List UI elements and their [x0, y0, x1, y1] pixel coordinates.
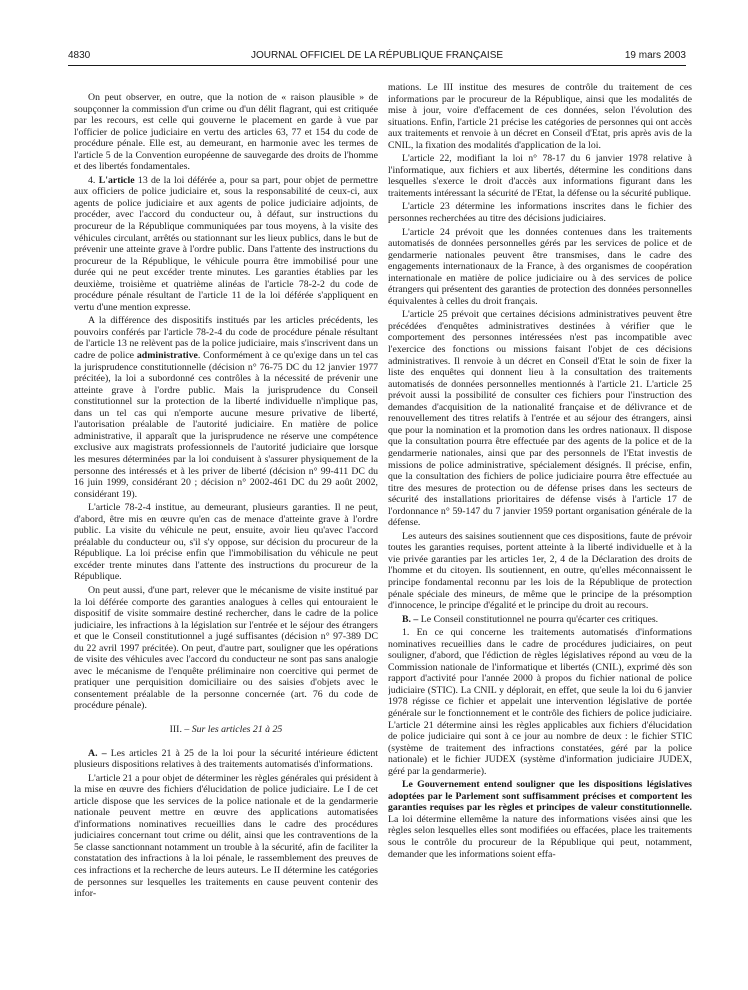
bold-text: L'article — [98, 174, 135, 186]
page-header — [68, 50, 686, 64]
bold-text: administrative — [136, 350, 198, 362]
paragraph: 1. En ce qui concerne les traitements automatisés d'informations nominatives recueillies dans le cadre de procédures judiciaires, on peut souligner, d'abord, que l'édiction de règles législatives répond au vœu de la Commission nationale de l'informatique et libertés (CNIL), exprimé dès son rapport d'activité pour l'année 2000 à propos du fichier national de police judiciaire (STIC). La CNIL y déplorait, en effet, que seule la loi du 6 janvier 1978 régisse ce fichier et appelait une intervention législative de portée générale sur le fonctionnement et le contrôle des fichiers de police judiciaire. L'article 21 détermine ainsi les règles applicables aux fichiers d'élucidation de police judiciaire qui sont à ce jour au nombre de deux : le fichier STIC (système de traitement des infractions constatées, géré par la police nationale) et le fichier JUDEX (système d'information judiciaire JUDEX, géré par la gendarmerie). — [388, 627, 692, 777]
paragraph: L'article 21 a pour objet de déterminer les règles générales qui président à la mise en œuvre des fichiers d'élucidation de police judiciaire. Le I de cet article dispose que les services de la police nationale et de la gendarmerie nationale peuvent mettre en œuvre des applications automatisées d'informations nominatives recueillies dans le cadre des procédures judiciaires concernant tout crime ou délit, ainsi que les contraventions de la 5e classe sanctionnant notamment un trouble à la sécurité, afin de faciliter la constatation des infractions à la loi pénale, le rassemblement des preuves de ces infractions et la recherche de leurs auteurs. Le II détermine les catégories de personnes sur lesquelles les traitements en cause peuvent contenir des infor- — [74, 772, 378, 900]
paragraph: 4. L'article 13 de la loi déférée a, pour sa part, pour objet de permettre aux officiers de police judiciaire et, sous la responsabilité de ceux-ci, aux agents de police judiciaire et aux agents de police judiciaire adjoints, de procéder, avec l'accord du conducteur ou, à défaut, sur instructions du procureur de la République communiquées par tous moyens, à la visite des véhicules circulant, arrêtés ou stationnant sur les lieux publics, dans le but de prévenir une atteinte grave à l'ordre public. Dans l'attente des instructions du procureur de la République, le véhicule pourra être immobilisé pour une durée qui ne peut excéder trente minutes. Les garanties établies par les deuxième, troisième et quatrième alinéas de l'article 78-2-2 du code de procédure pénale résultant de l'article 11 de la loi déférée s'appliquent en vertu d'une mention expresse. — [74, 174, 378, 313]
publication-date: 19 mars 2003 — [624, 50, 686, 61]
right-column — [388, 82, 692, 982]
paragraph: On peut observer, en outre, que la notion de « raison plausible » de soupçonner la commission d'un crime ou d'un délit flagrant, qui est critiquée par les recours, est celle qui gouverne le placement en garde à vue par l'officier de police judiciaire en vertu des articles 63, 77 et 154 du code de procédure pénale. Elle est, au demeurant, en harmonie avec les termes de l'article 5 de la Convention européenne de sauvegarde des droits de l'homme et des libertés fondamentales. — [74, 92, 378, 173]
left-column — [74, 92, 378, 972]
paragraph: A la différence des dispositifs institués par les articles précédents, les pouvoirs conférés par l'article 78-2-4 du code de procédure pénale résultant de l'article 13 ne relèvent pas de la police judiciaire, mais s'inscrivent dans un cadre de police administrative. Conformément à ce qu'exige dans un tel cas la jurisprudence constitutionnelle (décision n° 76-75 DC du 12 janvier 1977 précitée), la loi a subordonné ces contrôles à la nécessité de prévenir une atteinte grave à l'ordre public. Mais la jurisprudence du Conseil constitutionnel sur la protection de la liberté individuelle n'implique pas, dans un tel cas qui n'emporte aucune mesure privative de liberté, l'autorisation préalable de l'autorité judiciaire. En matière de police administrative, il apparaît que la jurisprudence ne réserve une compétence exclusive aux magistrats professionnels de l'autorité judiciaire que lorsque les mesures déterminées par la loi conduisent à s'assurer physiquement de la personne des intéressés et à les priver de liberté (décision n° 99-411 DC du 16 juin 1999, considérant 20 ; décision n° 2002-461 DC du 29 août 2002, considérant 19). — [74, 315, 378, 500]
paragraph: mations. Le III institue des mesures de contrôle du traitement de ces informations par le procureur de la République, ainsi que les modalités de mise à jour, voire d'effacement de ces données, selon l'évolution des situations. Enfin, l'article 21 précise les catégories de personnes qui ont accès aux traitements et renvoie à un décret en Conseil d'Etat, pris après avis de la CNIL, la fixation des modalités d'application de la loi. — [388, 82, 692, 151]
paragraph: L'article 24 prévoit que les données contenues dans les traitements automatisés de données personnelles gérés par les services de police et de gendarmerie nationales peuvent être transmises, dans le cadre des engagements internationaux de la France, à des organismes de coopération internationale en matière de police judiciaire ou à des services de police étrangers qui présentent des garanties de protection des données personnelles équivalentes à celles du droit français. — [388, 226, 692, 307]
paragraph-number: 4. — [88, 174, 96, 186]
paragraph: L'article 22, modifiant la loi n° 78-17 du 6 janvier 1978 relative à l'informatique, aux fichiers et aux libertés, détermine les conditions dans lesquelles s'exerce le droit d'accès aux informations figurant dans les traitements intéressant la sécurité de l'Etat, la défense ou la sécurité publique. — [388, 153, 692, 199]
header-rule — [68, 65, 686, 66]
paragraph: L'article 78-2-4 institue, au demeurant, plusieurs garanties. Il ne peut, d'abord, être mis en œuvre qu'en cas de menace d'atteinte grave à l'ordre public. La visite du véhicule ne peut, ensuite, avoir lieu qu'avec l'accord préalable du conducteur ou, s'il s'y oppose, sur décision du procureur de la République. La loi précise enfin que l'immobilisation du véhicule ne peut excéder trente minutes dans l'attente des instructions du procureur de la République. — [74, 502, 378, 583]
subsection-label: B. – — [402, 613, 421, 625]
subsection-label: A. – — [88, 747, 111, 759]
paragraph: A. – Les articles 21 à 25 de la loi pour la sécurité intérieure édictent plusieurs dispositions relatives à des traitements automatisés d'informations. — [74, 747, 378, 771]
paragraph: Le Gouvernement entend souligner que les dispositions législatives adoptées par le Parlement sont suffisamment précises et comportent les garanties requises par les règles et principes de valeur constitutionnelle. La loi détermine ellemême la nature des informations visées ainsi que les règles selon lesquelles elles sont modifiées ou effacées, place les traitements sous le contrôle du procureur de la République qui peut, notamment, demander que les informations soient effa- — [388, 779, 692, 860]
bold-text: Le Gouvernement entend souligner que les dispositions législatives adoptées par le Parlement sont suffisamment précises et comportent les garanties requises par les règles et principes de valeur constitutionnelle. — [388, 779, 692, 814]
paragraph: Les auteurs des saisines soutiennent que ces dispositions, faute de prévoir toutes les garanties requises, portent atteinte à la liberté individuelle et à la vie privée garanties par les articles 1er, 2, 4 de la Déclaration des droits de l'homme et du citoyen. Ils soutiennent, en outre, qu'elles méconnaissent le principe fondamental reconnu par les lois de la République de protection pénale spéciale des mineurs, de même que le principe de la présomption d'innocence, le principe d'égalité et le principe du droit au recours. — [388, 530, 692, 612]
paragraph: On peut aussi, d'une part, relever que le mécanisme de visite institué par la loi déférée comporte des garanties analogues à celles qui entouraient le dispositif de visite sommaire destiné rechercher, dans le cadre de la police judiciaire, les infractions à la législation sur l'entrée et le séjour des étrangers et que le Conseil constitutionnel a jugé suffisantes (décision n° 97-389 DC du 22 avril 1997 précitée). On peut, d'autre part, souligner que les opérations de visite des véhicules avec l'accord du conducteur ne sont pas sans analogie avec le mécanisme de l'enquête préliminaire non coercitive qui permet de pratiquer une perquisition domiciliaire ou des saisies d'objets avec le consentement préalable de la personne concernée (art. 76 du code de procédure pénale). — [74, 584, 378, 712]
section-heading: III. – Sur les articles 21 à 25 — [169, 723, 283, 735]
journal-title: JOURNAL OFFICIEL DE LA RÉPUBLIQUE FRANÇAISE — [250, 50, 504, 61]
paragraph: L'article 25 prévoit que certaines décisions administratives peuvent être précédées d'enquêtes administratives destinées à vérifier que le comportement des personnes intéressées n'est pas incompatible avec l'exercice des fonctions ou missions faisant l'objet de ces décisions administratives. Il renvoie à un décret en Conseil d'Etat le soin de fixer la liste des enquêtes qui donnent lieu à la consultation des traitements automatisés de données personnelles mentionnés à l'article 21. L'article 25 prévoit aussi la possibilité de consulter ces fichiers pour l'instruction des demandes d'acquisition de la nationalité française et de délivrance et de renouvellement des titres relatifs à l'entrée et au séjour des étrangers, ainsi que pour la nomination et la promotion dans les ordres nationaux. Il dispose que la consultation pourra être effectuée par des agents de la police et de la gendarmerie nationales, ainsi que par des personnels de l'Etat investis de missions de police administrative, spécialement désignés. Il précise, enfin, que la consultation des fichiers de police judiciaire pourra être effectuée au titre des mesures de protection ou de défense prises dans les secteurs de sécurité des installations prioritaires de défense visés à l'article 17 de l'ordonnance n° 59-147 du 7 janvier 1959 portant organisation générale de la défense. — [388, 309, 692, 529]
paragraph: L'article 23 détermine les informations inscrites dans le fichier des personnes recherchées au titre des décisions judiciaires. — [388, 201, 692, 225]
page-number: 4830 — [68, 50, 91, 61]
paragraph: B. – Le Conseil constitutionnel ne pourra qu'écarter ces critiques. — [402, 613, 659, 625]
